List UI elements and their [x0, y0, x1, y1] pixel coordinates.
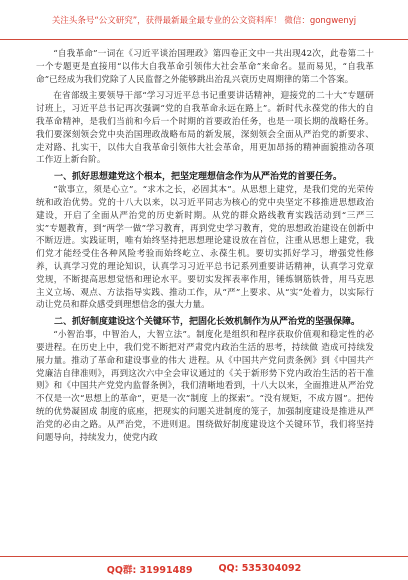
context-paragraph: 在省部级主要领导干部“学习习近平总书记重要讲话精神，迎接党的二十大”专题研讨班上，习近平总书记再次强调“党的自我革命永远在路上”。新时代永葆党的伟大的自我革命精神，是我们当前和今后一个时期的首要政治任务，也是一项长期的战略任务。我们要深刻领会党中央治国理政战略布局的新发展，深刻领会全面从严治党的新要求、走对路、扎实干，以伟大自我革命引领伟大社会革命，用更加昂扬的精神面貌推动各项工作迈上新台阶。 — [36, 91, 374, 166]
section-heading-2: 二、抓好制度建设这个关键环节，把固化长效机制作为从严治党的坚强保障。 — [54, 317, 361, 328]
footer-qq: QQ: 535304092 — [218, 563, 302, 574]
footer-qq-group: QQ群: 31991489 — [106, 564, 193, 576]
section-heading-1: 一、抓好思想建党这个根本，把坚定理想信念作为从严治党的首要任务。 — [54, 172, 343, 183]
page-footer — [0, 556, 408, 580]
document-body — [36, 48, 374, 448]
intro-paragraph: “自我革命”一词在《习近平谈治国理政》第四卷正文中一共出现42次，此卷第二十一个专题更是直接用“以伟大自我革命引领伟大社会革命”来命名。显而易见，“自我革命”已经成为我们党除了人民监督之外能够跳出治乱兴衰历史周期律的第二个答案。 — [36, 49, 374, 85]
header-promo-text: 关注头条号“公文研究”，获得最新最全最专业的公文资料库！ 微信：gongwenyj — [51, 15, 357, 26]
page-header — [0, 0, 408, 40]
section-1-paragraph: “欲事立，须是心立”。“求木之长，必固其本”。从思想上建党，是我们党的光荣传统和政治优势。党的十八大以来，以习近平同志为核心的党中央坚定不移推进思想政治建设，开启了全面从严治党的历史新时期。从党的群众路线教育实践活动到“三严三实”专题教育，到“两学一做”学习教育，再到党史学习教育，党的思想政治建设在创新中不断迈进。实践证明，唯有始终坚持把思想理论建设放在首位，注重从思想上建党，我们党才能经受住各种风险考验而始终屹立、永葆生机。要切实抓好学习，增强党性修养，认真学习党的理论知识，认真学习习近平总书记系列重要讲话精神，认真学习党章党规，不断提高思想觉悟和理论水平。要切实发挥表率作用，锤炼钢筋铁骨，用马克思主义立场、观点、方法指导实践、推动工作，从“严”上要求、从“实”处着力，以实际行动让党员和群众感受到理想信念的强大力量。 — [36, 185, 374, 311]
section-2-paragraph: “小智治事，中智治人，大智立法”。制度化是组织和程序获取价值观和稳定性的必要进程。在历史上中，我们党不断把对严肃党内政治生活的思考，持续做 造成可持续发展力量。推动了革命和建设事业的伟大 进程。从《中国共产党问责条例》到《中国共产党廉洁自律准则》，再到这次六中全会审议通过的《关于新形势下党内政治生活的若干准则》和《中国共产党党内监督条例》，我们清晰地看到，十八大以来，全面推进从严治党不仅是一次“思想上的革命”，更是一次“制度 上的探索”。“没有规矩，不成方圆”。把传统的优势凝固成 制度的底座，把现实的问题关进制度的笼子，加强制度建设是推进从严治党的必由之路。从严治党，不进则退。围绕做好制度建设这个关键环节，我们将坚持问题导向，持续发力，使党内政 — [36, 330, 374, 443]
